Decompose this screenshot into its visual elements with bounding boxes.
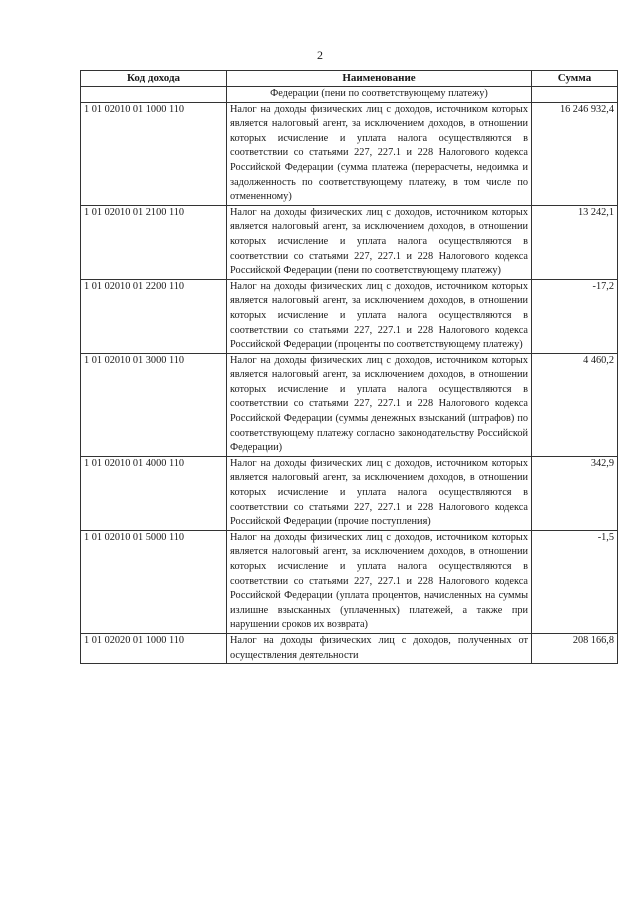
cell-code: 1 01 02020 01 1000 110: [81, 633, 227, 663]
table-row: [81, 205, 618, 279]
cell-sum: 13 242,1: [532, 205, 618, 279]
table-row: [81, 633, 618, 663]
cell-sum: [532, 87, 618, 103]
cell-name-continuation: Федерации (пени по соответствующему платежу): [227, 87, 532, 103]
cell-code: 1 01 02010 01 5000 110: [81, 530, 227, 633]
header-code: Код дохода: [81, 71, 227, 87]
cell-code: 1 01 02010 01 2100 110: [81, 205, 227, 279]
cell-name: Налог на доходы физических лиц с доходов, источником которых является налоговый агент, за исключением доходов, в отношении которых исчисление и уплата налога осуществляются в соответствии со статьями 227, 227.1 и 228 Налогового кодекса Российской Федерации (сумма платежа (перерасчеты, недоимка и задолженность по соответствующему платежу, в том числе по отмененному): [227, 102, 532, 205]
header-sum: Сумма: [532, 71, 618, 87]
header-name: Наименование: [227, 71, 532, 87]
cell-name: Налог на доходы физических лиц с доходов, источником которых является налоговый агент, за исключением доходов, в отношении которых исчисление и уплата налога осуществляются в соответствии со статьями 227, 227.1 и 228 Налогового кодекса Российской Федерации (уплата процентов, начисленных на суммы излишне взысканных (уплаченных) платежей, а также при нарушении сроков их возврата): [227, 530, 532, 633]
table-row: [81, 102, 618, 205]
cell-name: Налог на доходы физических лиц с доходов, полученных от осуществления деятельности: [227, 633, 532, 663]
cell-sum: 208 166,8: [532, 633, 618, 663]
revenue-table: [80, 70, 618, 664]
cell-code: 1 01 02010 01 3000 110: [81, 353, 227, 456]
cell-code: 1 01 02010 01 4000 110: [81, 456, 227, 530]
table-row: [81, 353, 618, 456]
page-number: 2: [317, 48, 323, 62]
cell-name: Налог на доходы физических лиц с доходов, источником которых является налоговый агент, за исключением доходов, в отношении которых исчисление и уплата налога осуществляются в соответствии со статьями 227, 227.1 и 228 Налогового кодекса Российской Федерации (прочие поступления): [227, 456, 532, 530]
cell-code: 1 01 02010 01 2200 110: [81, 279, 227, 353]
table-row: [81, 279, 618, 353]
cell-sum: -1,5: [532, 530, 618, 633]
cell-name: Налог на доходы физических лиц с доходов, источником которых является налоговый агент, за исключением доходов, в отношении которых исчисление и уплата налога осуществляются в соответствии со статьями 227, 227.1 и 228 Налогового кодекса Российской Федерации (суммы денежных взысканий (штрафов) по соответствующему платежу согласно законодательству Российской Федерации): [227, 353, 532, 456]
table-row-continuation: [81, 87, 618, 103]
cell-sum: -17,2: [532, 279, 618, 353]
cell-name: Налог на доходы физических лиц с доходов, источником которых является налоговый агент, за исключением доходов, в отношении которых исчисление и уплата налога осуществляются в соответствии со статьями 227, 227.1 и 228 Налогового кодекса Российской Федерации (пени по соответствующему платежу): [227, 205, 532, 279]
cell-code: [81, 87, 227, 103]
table-row: [81, 530, 618, 633]
cell-sum: 16 246 932,4: [532, 102, 618, 205]
cell-name: Налог на доходы физических лиц с доходов, источником которых является налоговый агент, за исключением доходов, в отношении которых исчисление и уплата налога осуществляются в соответствии со статьями 227, 227.1 и 228 Налогового кодекса Российской Федерации (проценты по соответствующему платежу): [227, 279, 532, 353]
cell-sum: 4 460,2: [532, 353, 618, 456]
cell-code: 1 01 02010 01 1000 110: [81, 102, 227, 205]
table-header-row: [81, 71, 618, 87]
cell-sum: 342,9: [532, 456, 618, 530]
table-row: [81, 456, 618, 530]
